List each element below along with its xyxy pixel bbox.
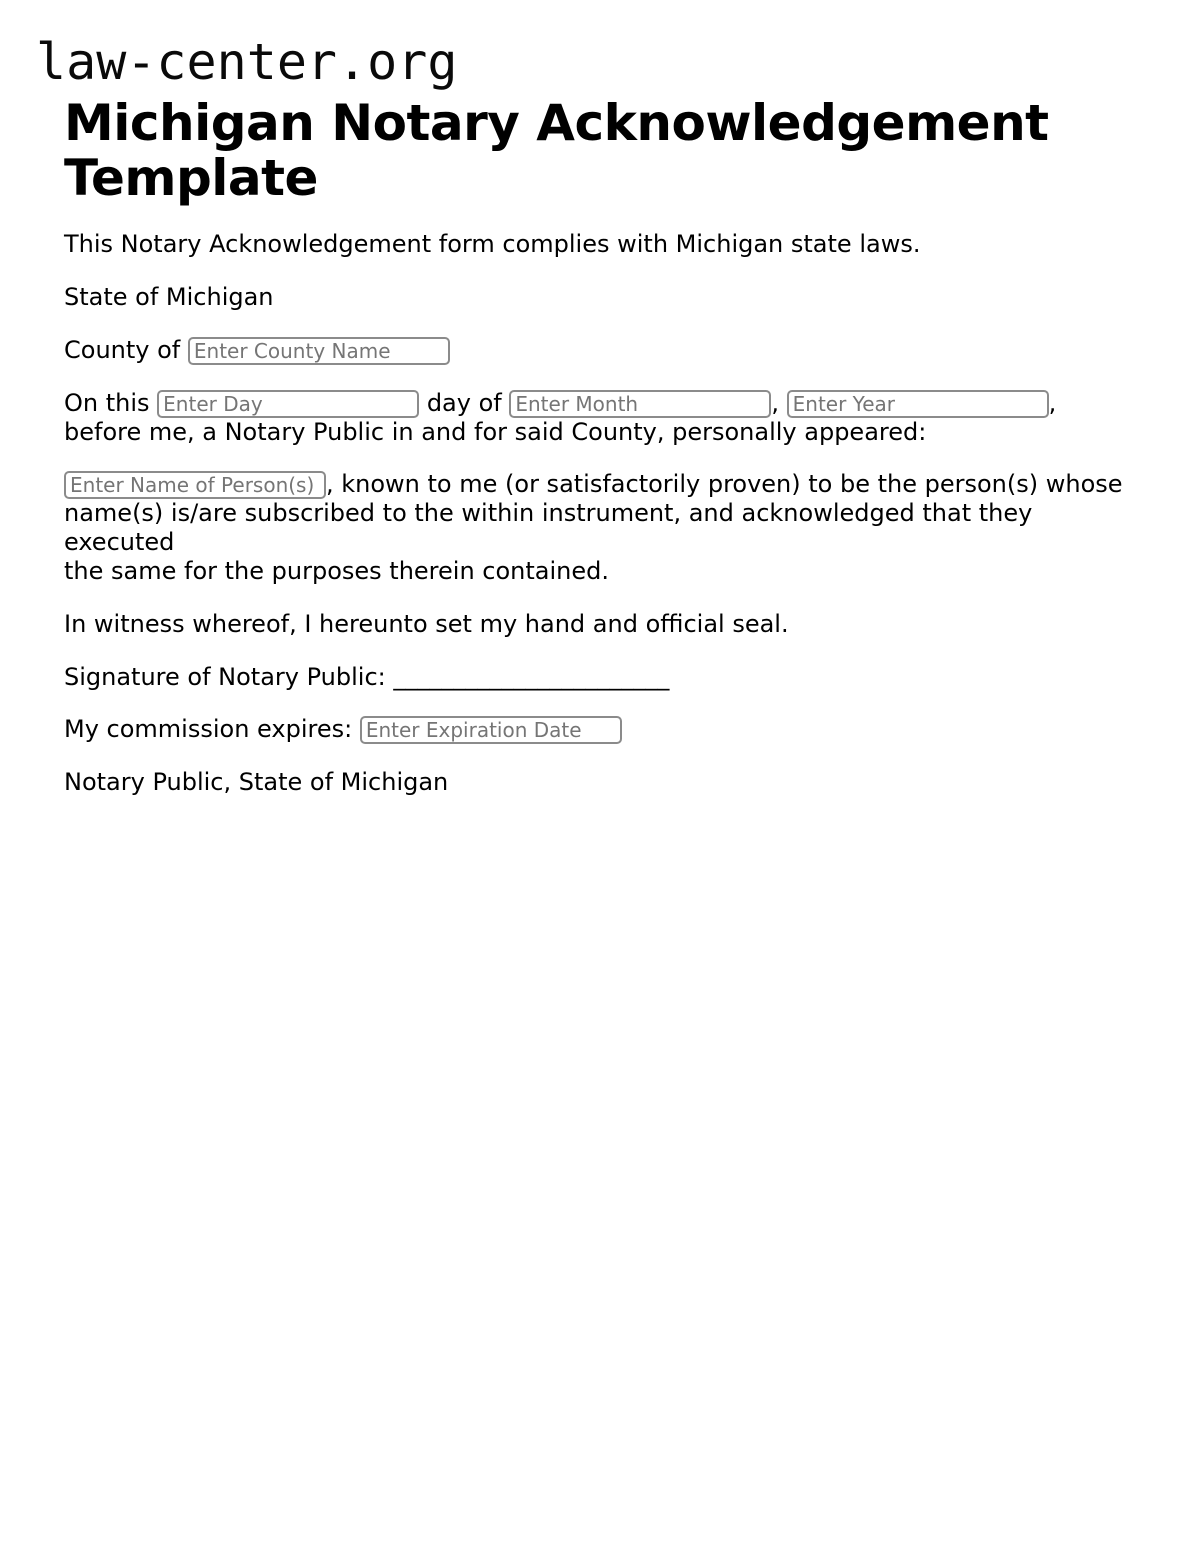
county-line — [64, 336, 1149, 365]
signature-blank: _______________________ — [393, 662, 670, 691]
person-name-input[interactable] — [64, 471, 326, 499]
comma-after-year: , — [1048, 388, 1057, 417]
county-input[interactable] — [188, 337, 450, 365]
site-logo-text: law-center.org — [36, 33, 458, 91]
day-input[interactable] — [157, 390, 419, 418]
page-title: Michigan Notary Acknowledgement Template — [64, 94, 1049, 207]
appearer-paragraph — [64, 470, 1149, 585]
appearer-text-line2: name(s) is/are subscribed to the within instrument, and acknowledged that they executed — [64, 499, 1033, 557]
comma-after-month: , — [771, 388, 779, 417]
date-continuation: before me, a Notary Public in and for said County, personally appeared: — [64, 417, 927, 446]
month-input[interactable] — [509, 390, 771, 418]
state-line: State of Michigan — [64, 282, 274, 311]
appearer-text-line3: the same for the purposes therein contained. — [64, 556, 609, 585]
date-prefix: On this — [64, 388, 150, 417]
year-input[interactable] — [787, 390, 1049, 418]
date-line — [64, 389, 1149, 447]
document-content — [64, 96, 1149, 797]
signature-line — [64, 663, 1149, 692]
date-middle-label: day of — [426, 388, 502, 417]
county-label: County of — [64, 335, 181, 364]
expiration-date-input[interactable] — [360, 716, 622, 744]
signature-label: Signature of Notary Public: — [64, 662, 386, 691]
footer-line: Notary Public, State of Michigan — [64, 768, 449, 797]
intro-text: This Notary Acknowledgement form complies with Michigan state laws. — [64, 230, 921, 258]
commission-label: My commission expires: — [64, 715, 353, 744]
commission-line — [64, 715, 1149, 744]
witness-line: In witness whereof, I hereunto set my hand and official seal. — [64, 609, 789, 638]
appearer-text-line1: , known to me (or satisfactorily proven) to be the person(s) whose — [326, 470, 1123, 499]
